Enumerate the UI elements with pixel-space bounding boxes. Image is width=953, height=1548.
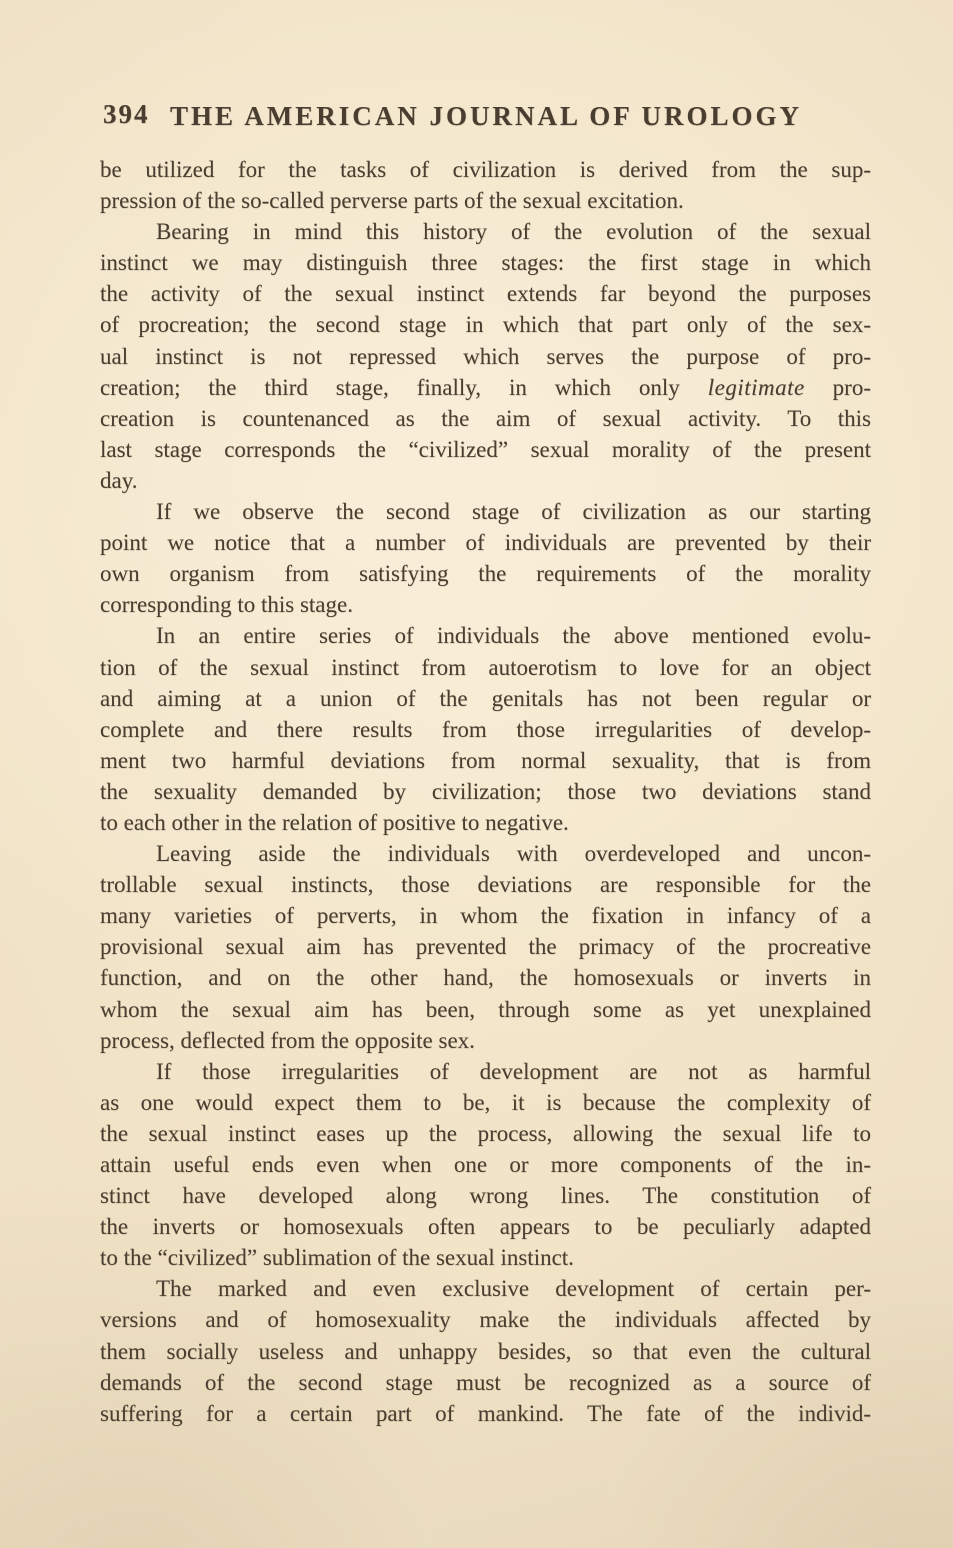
text-line: to the “civilized” sublimation of the sexual instinct. [100,1245,574,1271]
text-line: day. [100,467,138,493]
text-line: creation is countenanced as the aim of sexual activity. To this [100,405,871,431]
page-header [100,99,872,135]
text-line: instinct we may distinguish three stages: the first stage in which [100,250,871,276]
text-line: own organism from satisfying the requirements of the morality [100,561,871,587]
text-line: Bearing in mind this history of the evolution of the sexual [156,219,871,245]
text-line: Leaving aside the individuals with overdeveloped and uncon- [156,841,871,867]
text-line: be utilized for the tasks of civilization is derived from the sup- [100,157,871,182]
text-line: If those irregularities of development are not as harmful [156,1058,871,1084]
text-line: process, deflected from the opposite sex. [100,1027,475,1053]
text-line: pression of the so-called perverse parts of the sexual excitation. [100,188,684,214]
paragraph [100,496,871,620]
text-line: function, and on the other hand, the homosexuals or inverts in [100,965,871,991]
text-line: creation; the third stage, finally, in which only legitimate pro- [100,374,871,400]
text-line: stinct have developed along wrong lines. The constitution of [100,1183,871,1209]
text-line: demands of the second stage must be recognized as a source of [100,1369,871,1395]
text-line: as one would expect them to be, it is because the complexity of [100,1089,871,1115]
text-line: last stage corresponds the “civilized” sexual morality of the present [100,436,871,462]
text-line: attain useful ends even when one or more components of the in- [100,1152,871,1177]
paragraph [100,620,871,838]
text-line: complete and there results from those irregularities of develop- [100,716,871,742]
paragraph [100,1273,871,1428]
text-line: and aiming at a union of the genitals has not been regular or [100,685,871,711]
text-line: tion of the sexual instinct from autoerotism to love for an object [100,654,871,680]
text-line: many varieties of perverts, in whom the fixation in infancy of a [100,903,871,929]
paragraph [100,838,871,1056]
page-body [100,154,871,1429]
text-line: whom the sexual aim has been, through some as yet unexplained [100,996,871,1022]
paragraph [100,154,871,216]
text-line: trollable sexual instincts, those deviations are responsible for the [100,872,871,898]
text-line: point we notice that a number of individuals are prevented by their [100,530,871,556]
text-line: The marked and even exclusive development of certain per- [156,1276,871,1302]
text-line: In an entire series of individuals the above mentioned evolu- [156,623,871,649]
text-line: ual instinct is not repressed which serves the purpose of pro- [100,343,871,369]
text-line: to each other in the relation of positive to negative. [100,809,569,835]
paragraph [100,216,871,496]
text-line: provisional sexual aim has prevented the primacy of the procreative [100,934,871,960]
text-line: If we observe the second stage of civilization as our starting [156,499,871,525]
text-line: the activity of the sexual instinct extends far beyond the purposes [100,281,871,307]
text-line: of procreation; the second stage in which that part only of the sex- [100,312,871,338]
text-line: the sexuality demanded by civilization; those two deviations stand [100,778,871,804]
paragraph [100,1056,871,1274]
text-line: suffering for a certain part of mankind. The fate of the individ- [100,1400,871,1426]
journal-title: THE AMERICAN JOURNAL OF UROLOGY [169,101,803,131]
text-line: versions and of homosexuality make the individuals affected by [100,1307,871,1333]
text-line: the inverts or homosexuals often appears to be peculiarly adapted [100,1214,871,1240]
text-line: the sexual instinct eases up the process, allowing the sexual life to [100,1120,871,1146]
text-line: corresponding to this stage. [100,592,353,618]
page-number: 394 [103,99,150,129]
text-line: them socially useless and unhappy besides, so that even the cultural [100,1338,871,1364]
text-line: ment two harmful deviations from normal sexuality, that is from [100,747,871,773]
